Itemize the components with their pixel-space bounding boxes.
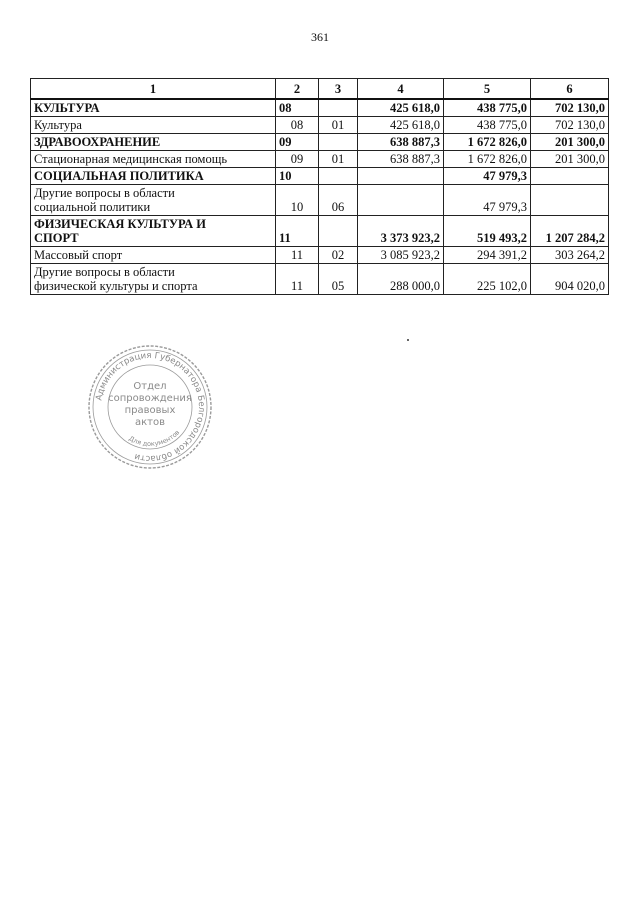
value-col5: 519 493,2 — [444, 216, 531, 247]
section-code: 10 — [276, 168, 319, 185]
value-col6 — [531, 168, 609, 185]
row-name: Массовый спорт — [31, 247, 276, 264]
stamp-center-text — [86, 381, 214, 429]
table-header-row — [31, 79, 609, 100]
value-col4 — [358, 168, 444, 185]
row-name-line: социальной политики — [34, 200, 151, 214]
value-col5: 47 979,3 — [444, 168, 531, 185]
subsection-code: 02 — [319, 247, 358, 264]
column-header: 1 — [31, 79, 276, 100]
table-row — [31, 216, 609, 247]
value-col6: 201 300,0 — [531, 151, 609, 168]
stamp-line: актов — [134, 417, 165, 428]
table-row — [31, 117, 609, 134]
value-col4: 638 887,3 — [358, 134, 444, 151]
value-col5: 438 775,0 — [444, 117, 531, 134]
value-col6: 1 207 284,2 — [531, 216, 609, 247]
subsection-code — [319, 99, 358, 117]
stamp-line: правовых — [124, 405, 176, 416]
column-header: 5 — [444, 79, 531, 100]
row-name-line: Другие вопросы в области — [34, 186, 175, 200]
value-col4 — [358, 185, 444, 216]
subsection-code: 06 — [319, 185, 358, 216]
value-col6: 201 300,0 — [531, 134, 609, 151]
section-code: 09 — [276, 134, 319, 151]
stamp-line: сопровождения — [108, 393, 192, 404]
column-header: 4 — [358, 79, 444, 100]
value-col6: 702 130,0 — [531, 117, 609, 134]
subsection-code — [319, 216, 358, 247]
row-name — [31, 216, 276, 247]
value-col4: 638 887,3 — [358, 151, 444, 168]
row-name: СОЦИАЛЬНАЯ ПОЛИТИКА — [31, 168, 276, 185]
section-code: 08 — [276, 117, 319, 134]
value-col6 — [531, 185, 609, 216]
value-col5: 1 672 826,0 — [444, 134, 531, 151]
table-row — [31, 247, 609, 264]
subsection-code: 01 — [319, 151, 358, 168]
table-row — [31, 134, 609, 151]
table-row — [31, 151, 609, 168]
value-col5: 1 672 826,0 — [444, 151, 531, 168]
value-col4: 3 373 923,2 — [358, 216, 444, 247]
table-row — [31, 185, 609, 216]
section-code: 08 — [276, 99, 319, 117]
row-name-line: Другие вопросы в области — [34, 265, 175, 279]
row-name: КУЛЬТУРА — [31, 99, 276, 117]
row-name: Культура — [31, 117, 276, 134]
section-code: 10 — [276, 185, 319, 216]
row-name: Стационарная медицинская помощь — [31, 151, 276, 168]
official-stamp — [86, 343, 214, 471]
table-row — [31, 168, 609, 185]
subsection-code — [319, 168, 358, 185]
table-row — [31, 264, 609, 295]
page-number: 361 — [311, 30, 329, 44]
value-col4: 3 085 923,2 — [358, 247, 444, 264]
subsection-code — [319, 134, 358, 151]
value-col6: 702 130,0 — [531, 99, 609, 117]
row-name-line: СПОРТ — [34, 231, 79, 245]
stamp-ring-text: Администрация Губернатора Белгородской области — [94, 350, 207, 464]
value-col5: 225 102,0 — [444, 264, 531, 295]
value-col6: 303 264,2 — [531, 247, 609, 264]
value-col4: 425 618,0 — [358, 117, 444, 134]
row-name — [31, 185, 276, 216]
column-header: 2 — [276, 79, 319, 100]
row-name-line: ФИЗИЧЕСКАЯ КУЛЬТУРА И — [34, 217, 206, 231]
row-name: ЗДРАВООХРАНЕНИЕ — [31, 134, 276, 151]
scan-speck — [407, 339, 409, 341]
svg-text:Для документов — [127, 428, 181, 448]
stamp-line: Отдел — [133, 381, 167, 392]
table-row — [31, 99, 609, 117]
section-code: 09 — [276, 151, 319, 168]
column-header: 6 — [531, 79, 609, 100]
budget-table — [30, 78, 609, 295]
value-col5: 438 775,0 — [444, 99, 531, 117]
row-name-line: физической культуры и спорта — [34, 279, 198, 293]
value-col4: 288 000,0 — [358, 264, 444, 295]
section-code: 11 — [276, 247, 319, 264]
section-code: 11 — [276, 216, 319, 247]
stamp-bottom-text: Для документов — [127, 428, 182, 448]
value-col5: 47 979,3 — [444, 185, 531, 216]
value-col5: 294 391,2 — [444, 247, 531, 264]
subsection-code: 05 — [319, 264, 358, 295]
section-code: 11 — [276, 264, 319, 295]
value-col6: 904 020,0 — [531, 264, 609, 295]
row-name — [31, 264, 276, 295]
value-col4: 425 618,0 — [358, 99, 444, 117]
column-header: 3 — [319, 79, 358, 100]
subsection-code: 01 — [319, 117, 358, 134]
